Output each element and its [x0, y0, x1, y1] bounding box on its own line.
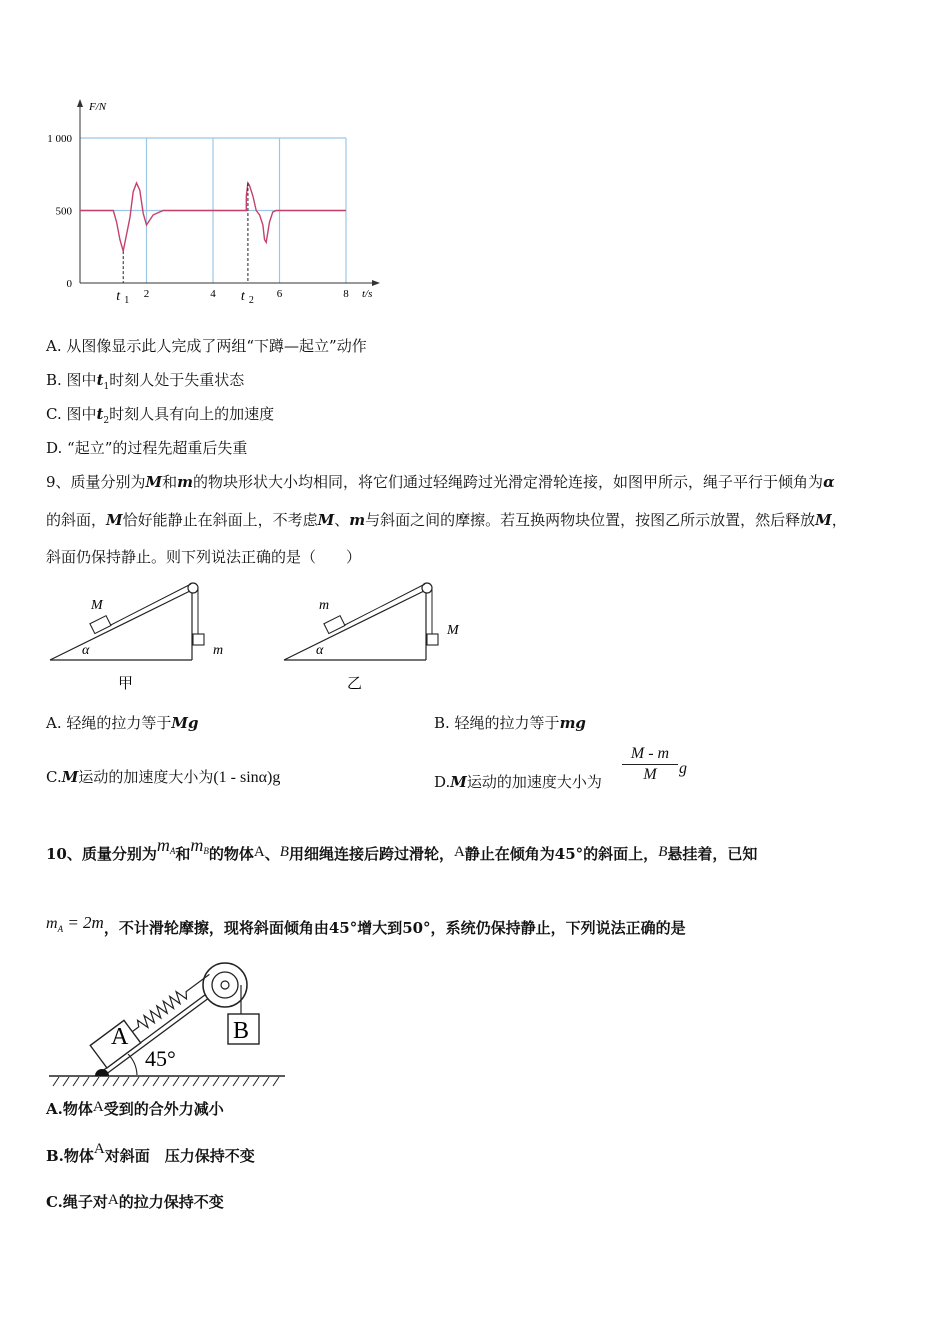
q9-yi-label-block: m [319, 598, 330, 613]
x-tick-label: 6 [276, 288, 283, 300]
y-tick-label: 1 000 [47, 133, 72, 145]
q8-option-c[interactable] [46, 403, 274, 426]
q8-c-pre: C. 图中 [46, 405, 97, 423]
q9-jia-label-block: M [91, 598, 103, 613]
q9-jia-caption: 甲 [118, 676, 134, 692]
y-axis-label: F/N [89, 101, 107, 113]
marker-t2-sub: 2 [248, 295, 254, 305]
x-axis-label: t/s [362, 288, 373, 300]
q8-option-d[interactable]: D. “起立”的过程先超重后失重 [46, 439, 248, 457]
marker-t2-label: t [240, 289, 245, 304]
q9-d-g: g [679, 760, 687, 777]
q8-option-b[interactable] [46, 369, 244, 392]
q9-option-c[interactable]: C.M运动的加速度大小为(1 - sinα)g [46, 768, 281, 786]
q10-label-angle: 45° [145, 1046, 176, 1071]
q9-option-a[interactable]: A. 轻绳的拉力等于Mg [46, 714, 199, 732]
q10-option-a[interactable]: A.物体A受到的合外力减小 [46, 1099, 224, 1118]
force-time-chart [40, 95, 385, 305]
q10-stem-line2: $m_A = 2m$，不计滑轮摩擦，现将斜面倾角由45°增大到50°，系统仍保持静止，下列说法正确的是 [46, 913, 686, 937]
q9-jia-label-hang: m [213, 643, 224, 658]
q9-figure-yi [279, 578, 479, 698]
q9-yi-label-angle: α [316, 643, 324, 658]
q10-stem-line1: 10、质量分别为$m_A$和$m_B$的物体A、B用细绳连接后跨过滑轮，A静止在倾角为45°的斜面上，B悬挂着，已知 [46, 835, 758, 863]
q8-c-var: t [96, 405, 104, 423]
q9-yi-label-hang: M [447, 623, 459, 638]
q9-stem-line3: 斜面仍保持静止。则下列说法正确的是（ ） [46, 548, 362, 566]
q9-option-d[interactable]: D.M运动的加速度大小为 [434, 773, 602, 791]
q9-stem-line1: 9、质量分别为M和m的物块形状大小均相同，将它们通过轻绳跨过光滑定滑轮连接，如图甲所示，绳子平行于倾角为α [46, 473, 835, 491]
x-axis-arrow [372, 280, 380, 286]
q9-stem-line2: 的斜面，M恰好能静止在斜面上，不考虑M、m与斜面之间的摩擦。若互换两物块位置，按图乙所示放置，然后释放M， [46, 511, 847, 529]
y-tick-label: 0 [66, 278, 72, 290]
q10-label-a: A [111, 1024, 129, 1050]
x-tick-label: 4 [210, 288, 216, 300]
q9-c-formula: (1 - sinα)g [213, 769, 281, 786]
q8-b-var: t [96, 371, 104, 389]
q8-b-post: 时刻人处于失重状态 [109, 371, 245, 389]
marker-t1-label: t [116, 289, 121, 304]
q9-d-fraction: M - m M [622, 745, 678, 784]
x-tick-label: 8 [343, 288, 349, 300]
q9-jia-label-angle: α [82, 643, 90, 658]
q8-c-sub: 2 [103, 416, 110, 426]
y-tick-label: 500 [55, 205, 72, 218]
q10-figure [45, 958, 290, 1090]
q10-option-b[interactable]: B.物体A对斜面 压力保持不变 [46, 1141, 255, 1165]
q10-option-c[interactable]: C.绳子对A的拉力保持不变 [46, 1192, 224, 1211]
marker-t1-sub: 1 [124, 295, 130, 305]
q9-figure-jia [45, 578, 245, 698]
q8-c-post: 时刻人具有向上的加速度 [109, 405, 275, 423]
q9-yi-caption: 乙 [347, 676, 363, 692]
q8-option-a[interactable]: A. 从图像显示此人完成了两组“下蹲—起立”动作 [46, 337, 367, 355]
q10-label-b: B [233, 1018, 250, 1044]
q8-b-pre: B. 图中 [46, 371, 97, 389]
x-tick-label: 2 [143, 288, 150, 300]
y-axis-arrow [77, 99, 83, 107]
q8-b-sub: 1 [103, 382, 110, 392]
q9-option-b[interactable]: B. 轻绳的拉力等于mg [434, 714, 586, 732]
